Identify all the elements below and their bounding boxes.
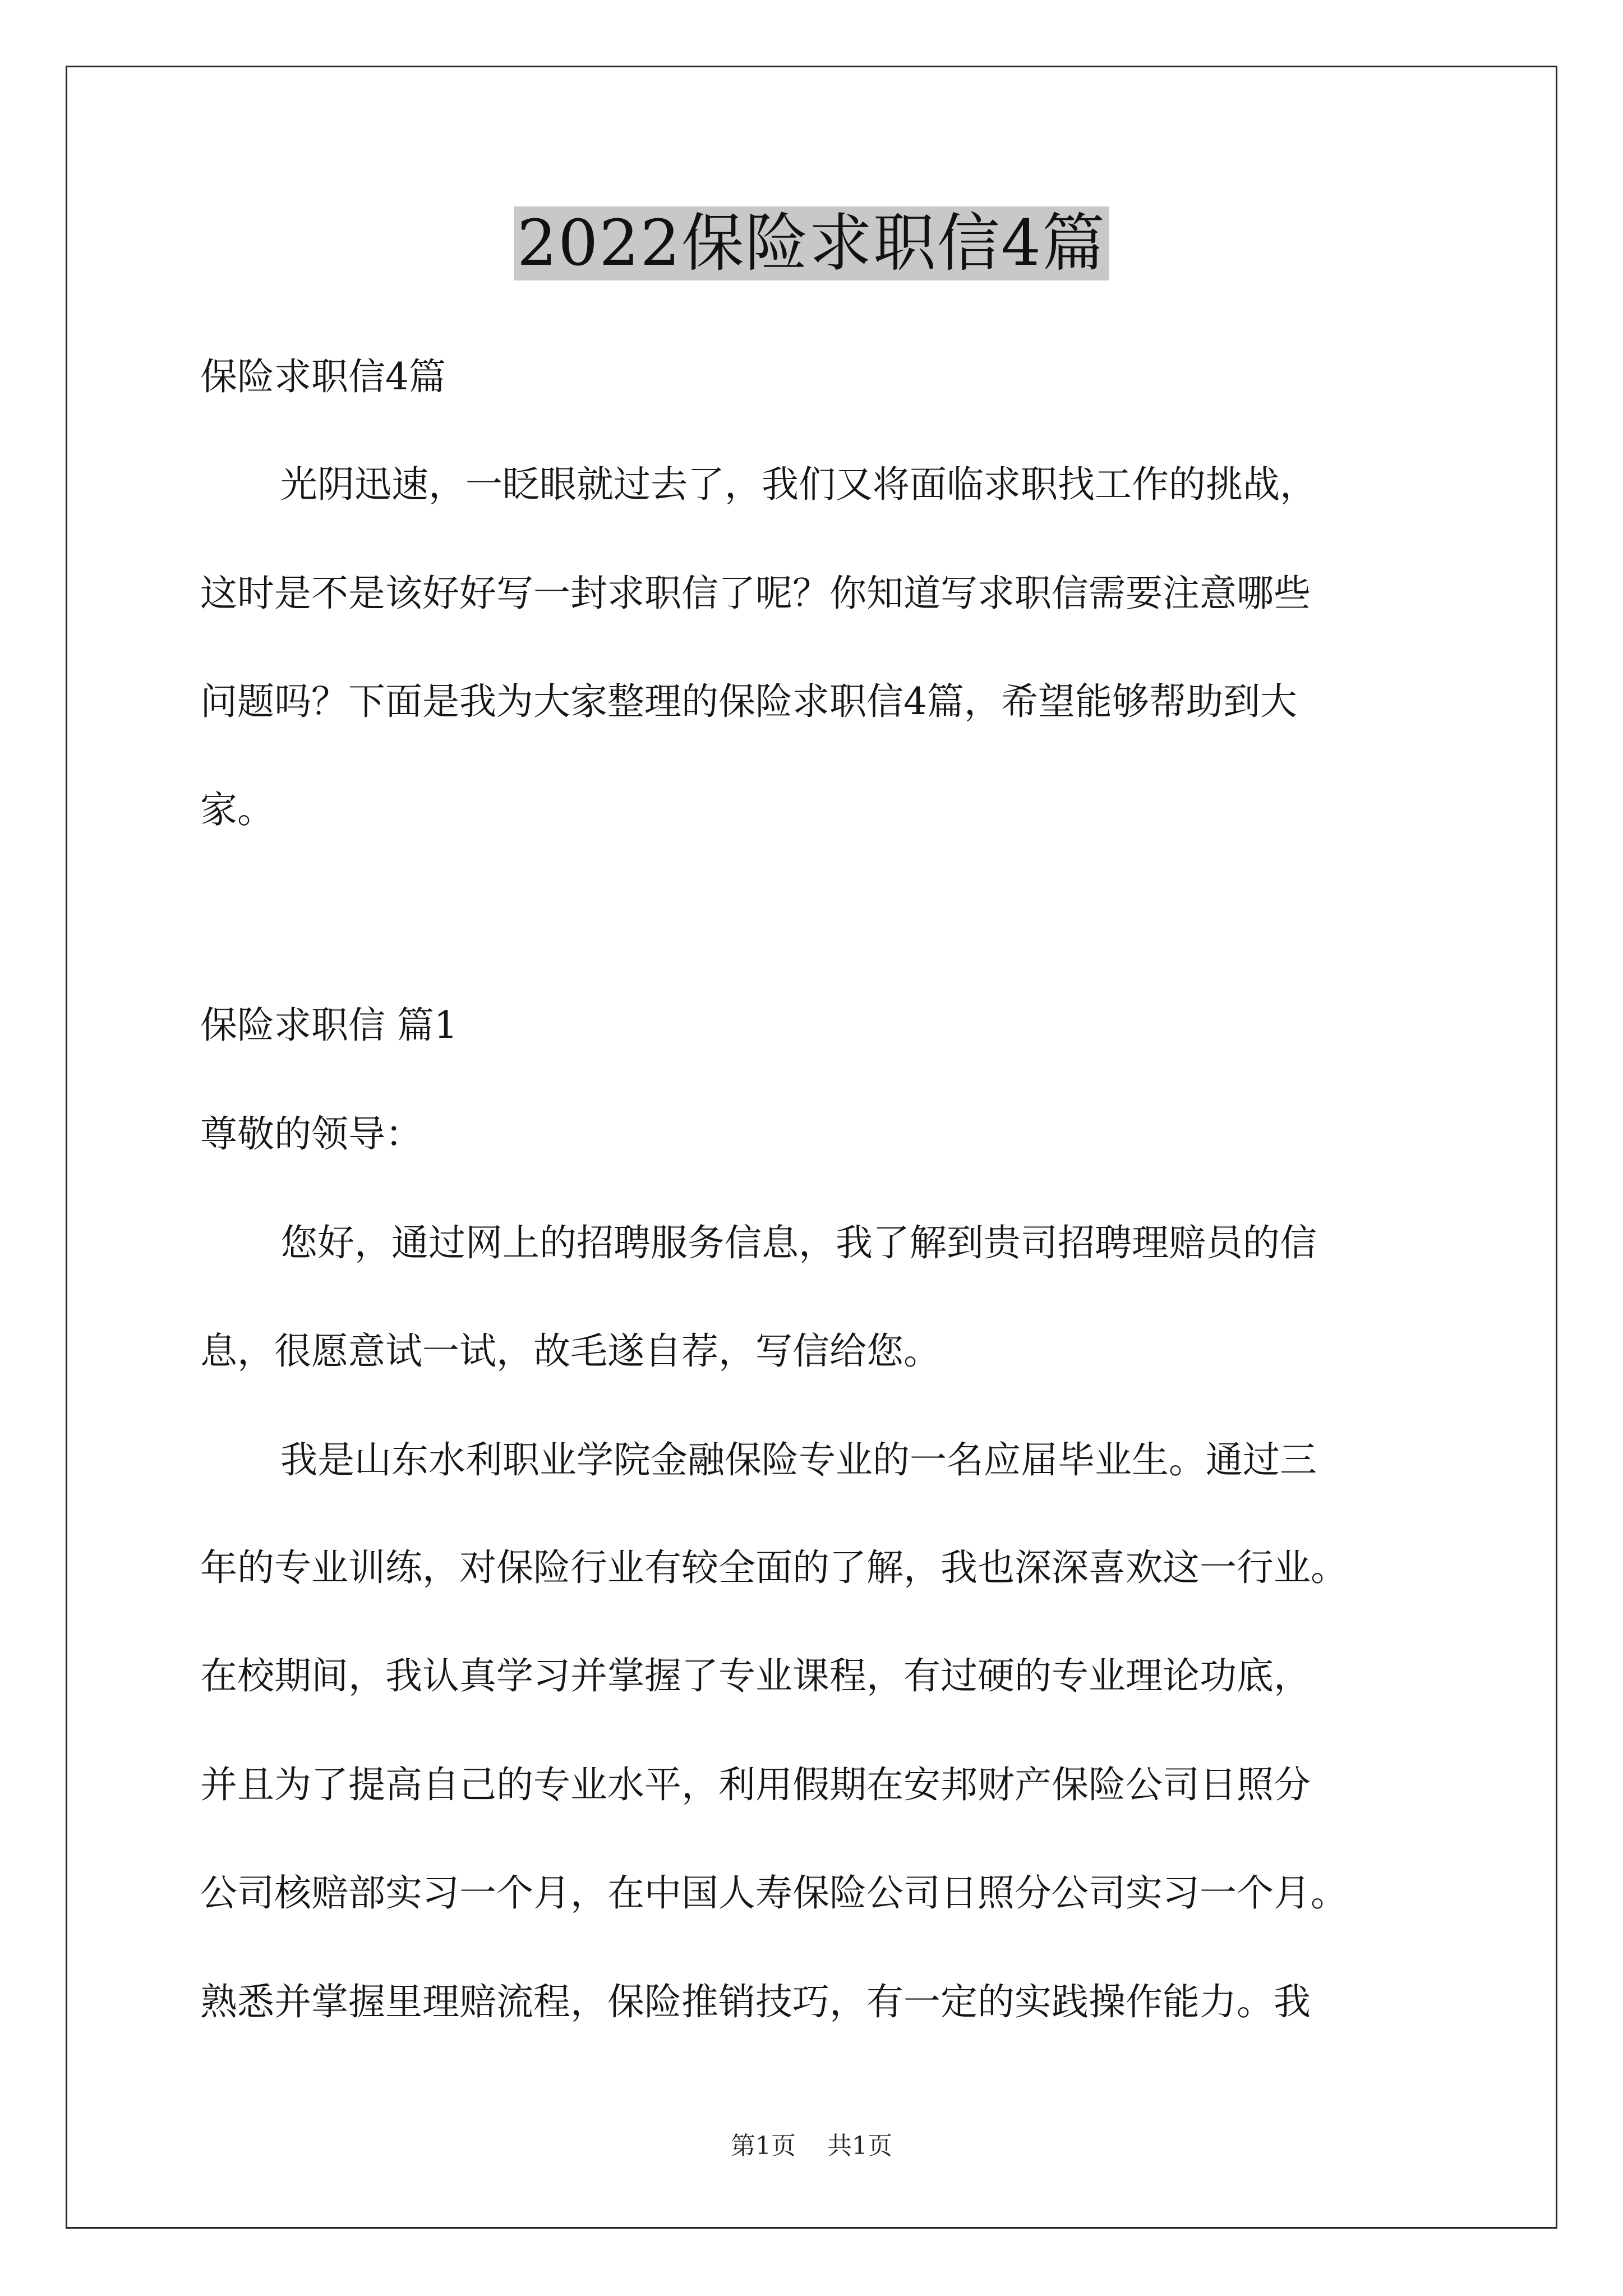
document-subtitle: 保险求职信4篇 (200, 355, 446, 398)
intro-line: 家。 (200, 788, 274, 831)
paragraph-line: 在校期间，我认真学习并掌握了专业课程，有过硬的专业理论功底， (200, 1654, 1311, 1697)
section-heading: 保险求职信 篇1 (200, 1004, 458, 1047)
salutation: 尊敬的领导： (200, 1112, 422, 1156)
paragraph-line: 熟悉并掌握里理赔流程，保险推销技巧，有一定的实践操作能力。我 (200, 1980, 1311, 2023)
document-title: 2022保险求职信4篇 (514, 206, 1109, 280)
paragraph-line: 年的专业训练，对保险行业有较全面的了解，我也深深喜欢这一行业。 (200, 1546, 1348, 1589)
page-total: 共1页 (827, 2132, 892, 2160)
intro-line: 问题吗？下面是我为大家整理的保险求职信4篇，希望能够帮助到大 (200, 680, 1297, 723)
page-footer (0, 2131, 1623, 2162)
page-number: 第1页 (731, 2132, 796, 2160)
paragraph-line: 并且为了提高自己的专业水平，利用假期在安邦财产保险公司日照分 (200, 1763, 1311, 1806)
title-wrapper (0, 206, 1623, 280)
paragraph-line: 公司核赔部实习一个月，在中国人寿保险公司日照分公司实习一个月。 (200, 1871, 1348, 1915)
paragraph-line: 您好，通过网上的招聘服务信息，我了解到贵司招聘理赔员的信 (280, 1221, 1317, 1264)
paragraph-line: 我是山东水利职业学院金融保险专业的一名应届毕业生。通过三 (280, 1438, 1317, 1481)
intro-line: 这时是不是该好好写一封求职信了呢？你知道写求职信需要注意哪些 (200, 572, 1311, 615)
intro-line: 光阴迅速，一眨眼就过去了，我们又将面临求职找工作的挑战， (280, 463, 1317, 506)
paragraph-line: 息，很愿意试一试，故毛遂自荐，写信给您。 (200, 1329, 940, 1373)
